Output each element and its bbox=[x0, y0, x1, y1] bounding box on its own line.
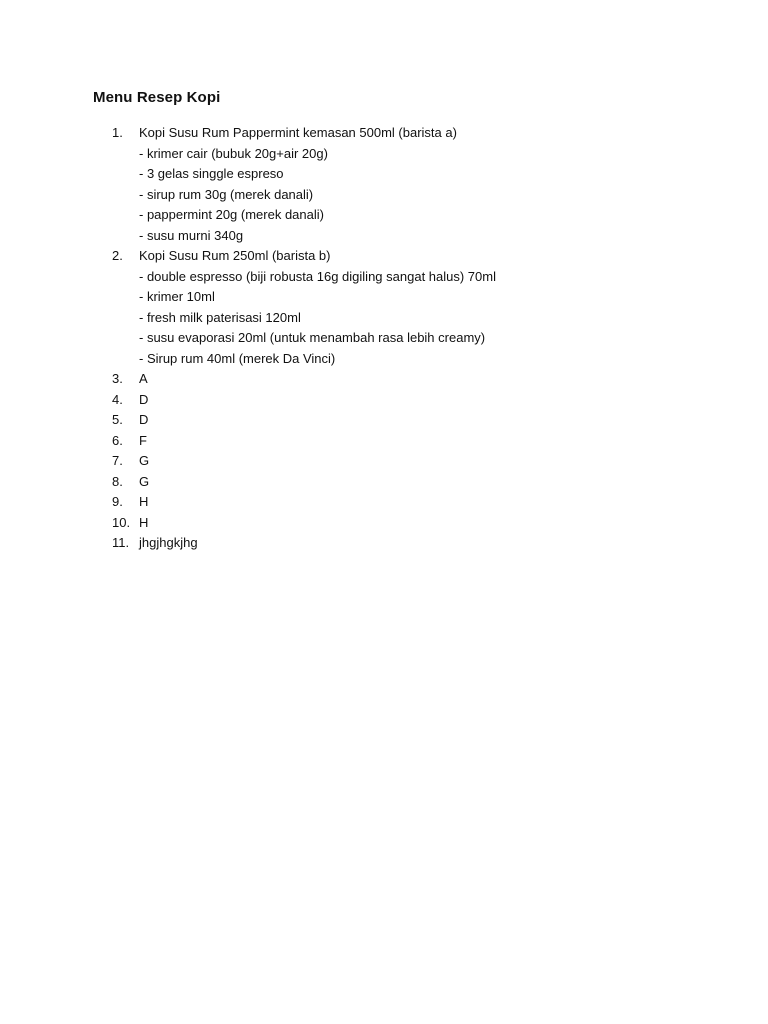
item-text: A bbox=[139, 371, 148, 386]
ingredient: - pappermint 20g (merek danali) bbox=[139, 207, 324, 222]
item-number: 7. bbox=[112, 453, 123, 468]
list-item bbox=[112, 472, 712, 493]
item-number: 9. bbox=[112, 494, 123, 509]
item-number: 8. bbox=[112, 473, 123, 489]
item-number: 3. bbox=[112, 371, 123, 386]
item-text: G bbox=[139, 473, 150, 489]
item-text: jhgjhgkjhg bbox=[139, 535, 198, 550]
list-item bbox=[112, 513, 712, 534]
item-text: D bbox=[139, 391, 149, 407]
ingredient: - krimer cair (bubuk 20g+air 20g) bbox=[139, 145, 328, 161]
item-text: H bbox=[139, 494, 149, 509]
list-item bbox=[112, 451, 712, 472]
ingredient: - Sirup rum 40ml (merek Da Vinci) bbox=[139, 350, 336, 366]
item-number: 4. bbox=[112, 391, 123, 407]
item-number: 10. bbox=[112, 514, 131, 530]
ingredient: - susu evaporasi 20ml (untuk menambah rasa lebih creamy) bbox=[139, 330, 486, 345]
ingredient: - krimer 10ml bbox=[139, 289, 215, 304]
ingredient-list bbox=[112, 144, 712, 247]
list-item bbox=[112, 410, 712, 431]
item-text: Kopi Susu Rum Pappermint kemasan 500ml (barista a) bbox=[139, 125, 457, 140]
document-title: Menu Resep Kopi bbox=[93, 89, 221, 106]
item-text: G bbox=[139, 453, 150, 468]
ingredient: - fresh milk paterisasi 120ml bbox=[139, 309, 301, 325]
list-item bbox=[112, 431, 712, 452]
recipe-list bbox=[112, 123, 712, 554]
ingredient: - double espresso (biji robusta 16g digiling sangat halus) 70ml bbox=[139, 268, 496, 284]
item-number: 6. bbox=[112, 432, 123, 448]
item-number: 2. bbox=[112, 248, 123, 263]
item-number: 5. bbox=[112, 412, 123, 427]
ingredient: - susu murni 340g bbox=[139, 227, 244, 243]
list-item bbox=[112, 123, 712, 246]
list-item bbox=[112, 533, 712, 554]
list-item bbox=[112, 246, 712, 369]
item-text: D bbox=[139, 412, 149, 427]
item-text: H bbox=[139, 514, 149, 530]
item-text: F bbox=[139, 432, 147, 448]
ingredient: - sirup rum 30g (merek danali) bbox=[139, 186, 314, 202]
item-number: 11. bbox=[112, 535, 130, 550]
list-item bbox=[112, 369, 712, 390]
list-item bbox=[112, 390, 712, 411]
item-number: 1. bbox=[112, 125, 123, 140]
ingredient: - 3 gelas singgle espreso bbox=[139, 166, 284, 181]
item-text: Kopi Susu Rum 250ml (barista b) bbox=[139, 248, 331, 263]
list-item bbox=[112, 492, 712, 513]
ingredient-list bbox=[112, 267, 712, 370]
